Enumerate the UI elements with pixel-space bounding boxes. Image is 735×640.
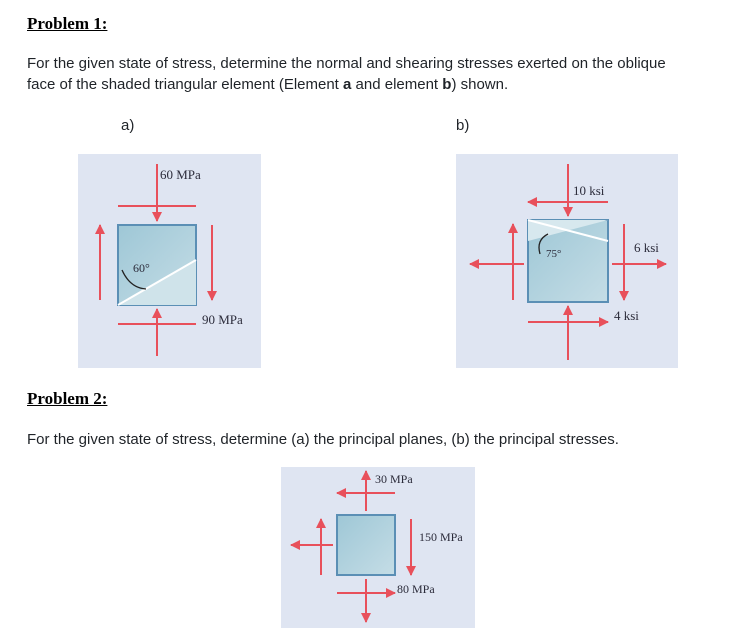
label-angle: 60° xyxy=(133,261,150,275)
figure-a-label: a) xyxy=(121,117,135,134)
label-bottom-stress: 80 MPa xyxy=(397,582,435,596)
problem1-text-line1: For the given state of stress, determine the normal and shearing stresses exerted on the oblique xyxy=(27,55,666,72)
figure-a xyxy=(78,154,261,368)
label-top-stress: 30 MPa xyxy=(375,472,413,486)
label-side-stress: 90 MPa xyxy=(202,312,243,327)
figure-b xyxy=(456,154,678,368)
problem1-heading: Problem 1: xyxy=(27,14,108,33)
element-square xyxy=(337,515,395,575)
label-angle: 75° xyxy=(546,248,562,260)
label-top-stress: 60 MPa xyxy=(160,167,201,182)
problem2-text: For the given state of stress, determine (a) the principal planes, (b) the principal stresses. xyxy=(27,431,619,448)
label-side-stress: 150 MPa xyxy=(419,530,463,544)
label-shear-stress: 4 ksi xyxy=(614,308,639,323)
figure-b-label: b) xyxy=(456,117,470,134)
problem1-text-line2: face of the shaded triangular element (Element a and element b) shown. xyxy=(27,76,509,93)
problem2-heading: Problem 2: xyxy=(27,389,108,408)
label-side-stress: 6 ksi xyxy=(634,240,659,255)
label-top-stress: 10 ksi xyxy=(573,183,605,198)
figure-problem2 xyxy=(281,467,475,628)
problem1-text xyxy=(27,53,666,95)
